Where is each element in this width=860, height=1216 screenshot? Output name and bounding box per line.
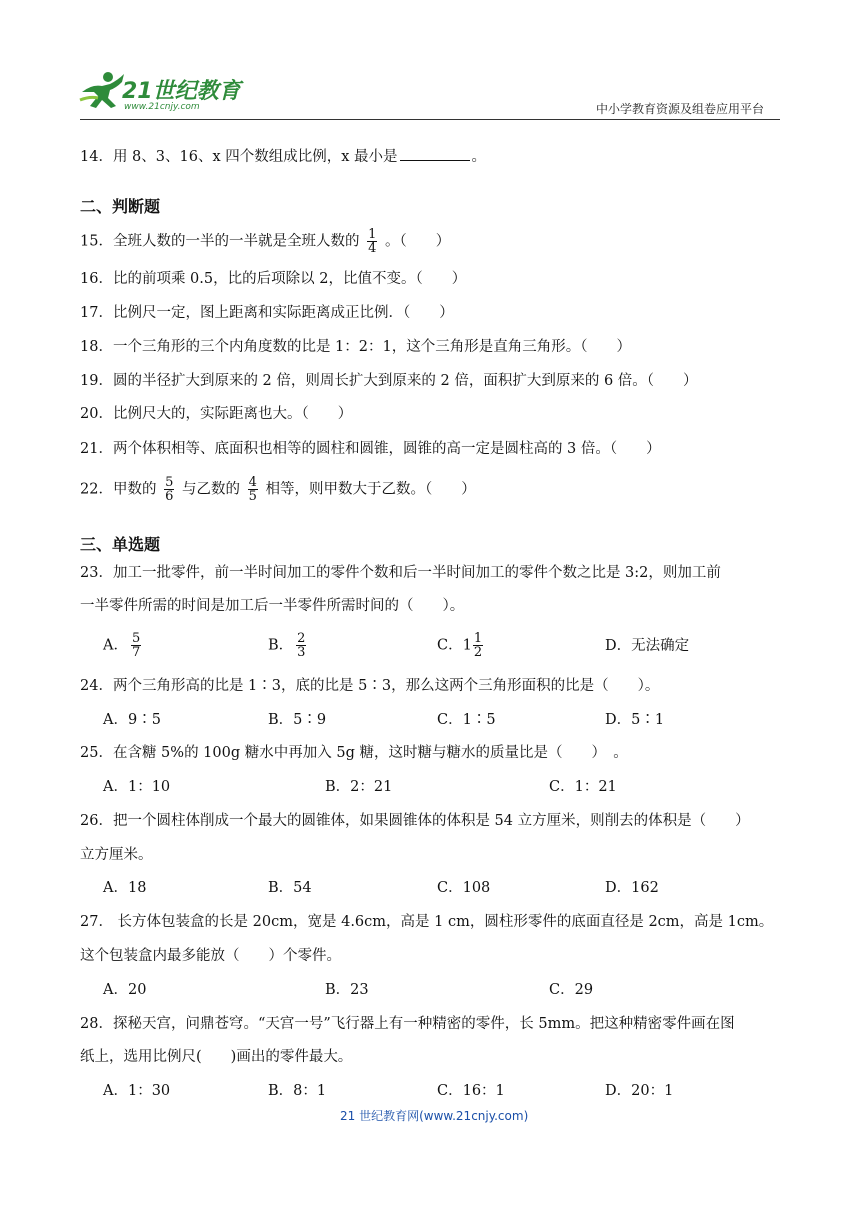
question-27-line1: 27． 长方体包装盒的长是 20cm，宽是 4.6cm，高是 1 cm，圆柱形零件的底面直径是 2cm，高是 1cm。 — [80, 914, 774, 930]
question-14 — [80, 146, 486, 167]
question-18: 18．一个三角形的三个内角度数的比是 1：2：1，这个三角形是直角三角形。（ ） — [80, 339, 631, 355]
option-26-c: C．108 — [437, 880, 491, 896]
numerator: 1 — [473, 631, 483, 646]
header-rule — [80, 119, 780, 120]
question-23-line1: 23．加工一批零件，前一半时间加工的零件个数和后一半时间加工的零件个数之比是 3:2，则加工前 — [80, 565, 721, 581]
option-26-b: B．54 — [268, 880, 312, 896]
option-24-d: D．5∶1 — [605, 712, 665, 728]
option-28-c: C．16：1 — [437, 1083, 505, 1099]
denominator: 7 — [131, 645, 141, 660]
option-23-c — [437, 632, 486, 659]
option-25-a: A．1：10 — [103, 779, 171, 795]
question-24: 24．两个三角形高的比是 1∶3，底的比是 5∶3，那么这两个三角形面积的比是（ ）。 — [80, 678, 660, 694]
denominator: 5 — [248, 489, 257, 504]
question-22 — [80, 476, 476, 503]
option-28-b: B．8：1 — [268, 1083, 327, 1099]
question-22-text-mid: 与乙数的 — [181, 481, 240, 498]
numerator: 5 — [165, 475, 174, 490]
question-22-text: 22．甲数的 — [80, 481, 157, 498]
fraction — [131, 632, 141, 659]
numerator: 1 — [368, 227, 377, 242]
denominator: 2 — [473, 645, 483, 660]
option-24-a: A．9∶5 — [103, 712, 161, 728]
fraction — [164, 476, 174, 503]
question-20: 20．比例尺大的，实际距离也大。（ ） — [80, 406, 353, 422]
logo-url: www.21cnjy.com — [124, 102, 200, 112]
section-title-single-choice: 三、单选题 — [80, 535, 161, 554]
question-15-end: 。（ ） — [384, 233, 451, 250]
runner-logo-icon — [78, 70, 126, 114]
question-16: 16．比的前项乘 0.5，比的后项除以 2，比值不变。（ ） — [80, 271, 467, 287]
question-14-end: 。 — [471, 149, 487, 165]
option-26-d: D．162 — [605, 880, 659, 896]
site-logo — [78, 68, 248, 116]
denominator: 3 — [297, 645, 306, 660]
option-28-d: D．20：1 — [605, 1083, 674, 1099]
question-26-line2: 立方厘米。 — [80, 847, 153, 863]
option-label: C．1 — [437, 637, 472, 654]
question-28-line2: 纸上，选用比例尺( )画出的零件最大。 — [80, 1049, 353, 1065]
option-27-c: C．29 — [549, 982, 594, 998]
option-23-b — [268, 632, 309, 659]
question-19: 19．圆的半径扩大到原来的 2 倍，则周长扩大到原来的 2 倍，面积扩大到原来的 6 倍。（ ） — [80, 373, 698, 389]
question-25: 25．在含糖 5%的 100g 糖水中再加入 5g 糖，这时糖与糖水的质量比是（ ） 。 — [80, 745, 628, 761]
header-platform-text: 中小学教育资源及组卷应用平台 — [596, 102, 765, 116]
denominator: 6 — [165, 489, 174, 504]
question-15 — [80, 228, 450, 255]
question-27-line2: 这个包装盒内最多能放（ ）个零件。 — [80, 948, 341, 964]
denominator: 4 — [368, 241, 377, 256]
option-25-c: C．1：21 — [549, 779, 617, 795]
option-26-a: A．18 — [103, 880, 147, 896]
question-15-text: 15．全班人数的一半的一半就是全班人数的 — [80, 233, 360, 250]
option-27-a: A．20 — [103, 982, 147, 998]
numerator: 4 — [248, 475, 257, 490]
question-23-line2: 一半零件所需的时间是加工后一半零件所需时间的（ ）。 — [80, 598, 465, 614]
numerator: 5 — [131, 631, 141, 646]
option-28-a: A．1：30 — [103, 1083, 171, 1099]
section-title-judgement: 二、判断题 — [80, 197, 161, 216]
question-28-line1: 28．探秘天宫，问鼎苍穹。“天宫一号”飞行器上有一种精密的零件，长 5mm。把这种精密零件画在图 — [80, 1016, 735, 1032]
question-21: 21．两个体积相等、底面积也相等的圆柱和圆锥，圆锥的高一定是圆柱高的 3 倍。（ ） — [80, 441, 661, 457]
option-24-b: B．5∶9 — [268, 712, 327, 728]
option-25-b: B．2：21 — [325, 779, 393, 795]
question-26-line1: 26．把一个圆柱体削成一个最大的圆锥体，如果圆锥体的体积是 54 立方厘米，则削去的体积是（ ） — [80, 813, 750, 829]
fraction — [248, 476, 258, 503]
answer-blank — [400, 146, 470, 161]
option-label: B． — [268, 637, 294, 654]
question-17: 17．比例尺一定，图上距离和实际距离成正比例．（ ） — [80, 305, 454, 321]
question-22-end: 相等，则甲数大于乙数。（ ） — [265, 481, 476, 498]
option-label: A． — [103, 637, 128, 654]
footer-link[interactable]: 21 世纪教育网(www.21cnjy.com) — [340, 1109, 529, 1123]
option-24-c: C．1∶5 — [437, 712, 496, 728]
option-23-d: D．无法确定 — [605, 638, 690, 654]
fraction — [367, 228, 377, 255]
fraction — [473, 632, 483, 659]
option-27-b: B．23 — [325, 982, 369, 998]
fraction — [296, 632, 306, 659]
option-23-a — [103, 632, 144, 659]
numerator: 2 — [297, 631, 306, 646]
logo-title: 21世纪教育 — [122, 79, 241, 104]
question-14-text: 14．用 8、3、16、x 四个数组成比例，x 最小是 — [80, 149, 398, 165]
